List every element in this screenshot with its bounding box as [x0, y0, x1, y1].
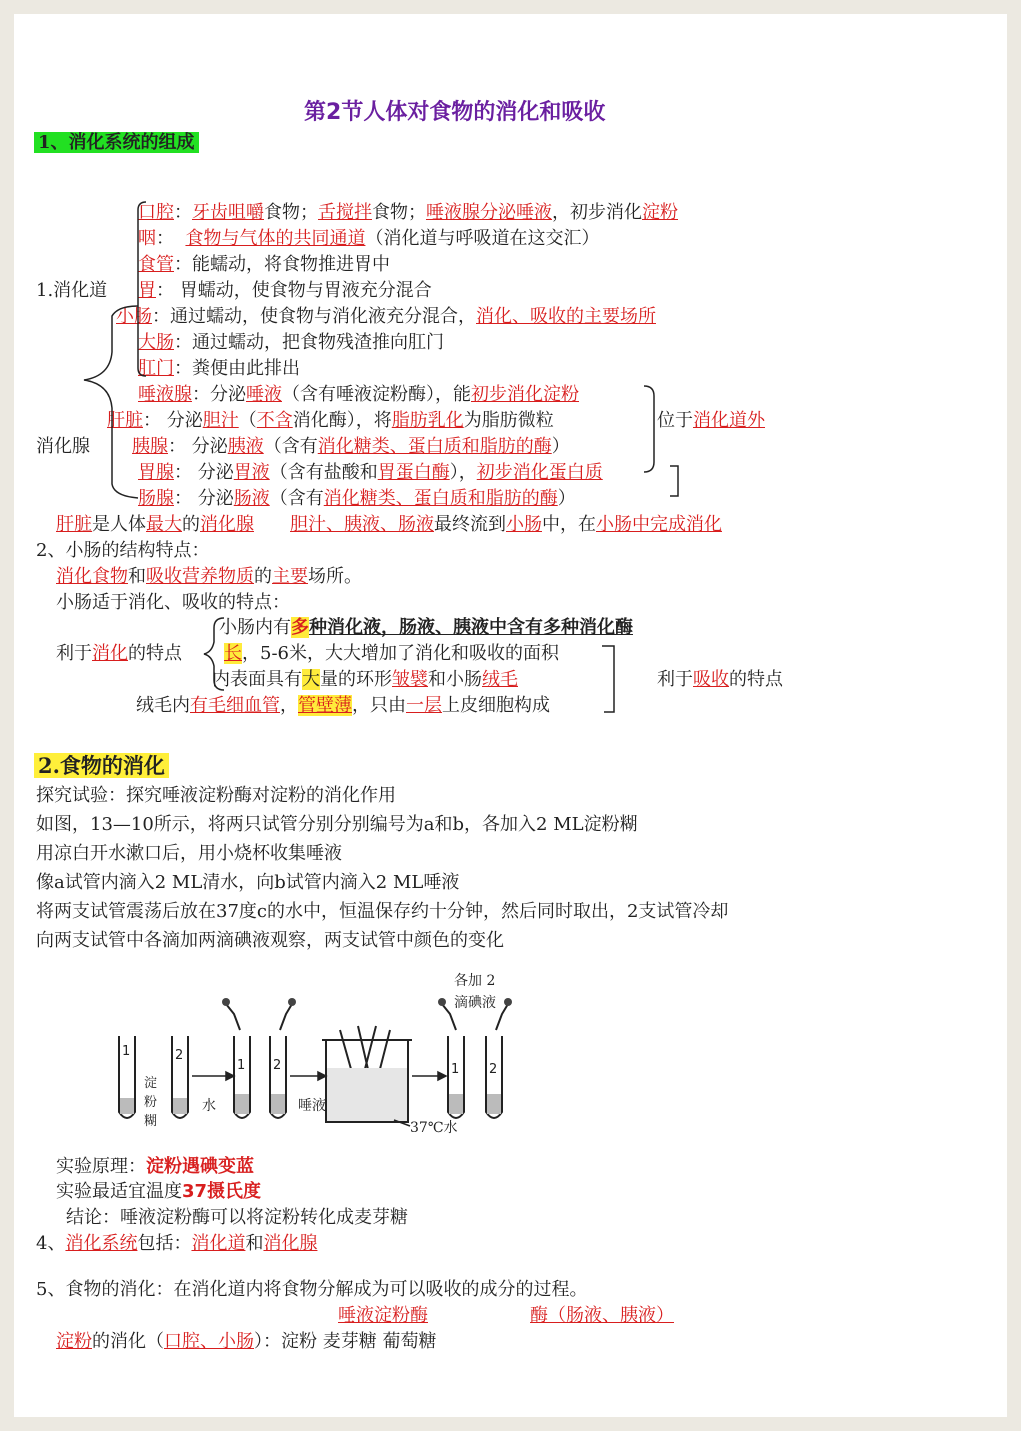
experiment-line-3: 用凉白开水漱口后，用小烧杯收集唾液 — [36, 843, 342, 864]
experiment-conclusion: 结论：唾液淀粉酶可以将淀粉转化成麦芽糖 — [66, 1207, 408, 1228]
digestion-feature-label: 利于消化的特点 — [56, 643, 182, 664]
feature-capillaries: 绒毛内有毛细血管，管壁薄，只由一层上皮细胞构成 — [136, 695, 550, 716]
figure-tube-label-5: 1 — [451, 1062, 460, 1077]
experiment-line-4: 像a试管内滴入2 ML清水，向b试管内滴入2 ML唾液 — [36, 872, 460, 893]
tract-row-pharynx: 咽： 食物与气体的共同通道（消化道与呼吸道在这交汇） — [138, 228, 600, 249]
glands-label: 消化腺 — [36, 436, 90, 457]
experiment-line-6: 向两支试管中各滴加两滴碘液观察，两支试管中颜色的变化 — [36, 930, 504, 951]
figure-tube-label-4: 2 — [273, 1058, 282, 1073]
starch-digestion-line: 淀粉的消化（口腔、小肠）：淀粉 麦芽糖 葡萄糖 — [56, 1331, 437, 1352]
optimal-temperature: 实验最适宜温度37摄氏度 — [56, 1181, 262, 1202]
section-3-heading: 2.食物的消化 — [34, 752, 169, 782]
figure-water-label: 水 — [202, 1098, 216, 1114]
enzyme-label-intestinal: 酶（肠液、胰液） — [530, 1305, 674, 1326]
experiment-principle: 实验原理：淀粉遇碘变蓝 — [56, 1156, 254, 1177]
gland-row-intestinal: 肠腺： 分泌肠液（含有消化糖类、蛋白质和脂肪的酶） — [138, 488, 576, 509]
figure-starch-label: 淀 粉 糊 — [144, 1076, 158, 1129]
tract-row-esophagus: 食管：能蠕动，将食物推进胃中 — [138, 254, 390, 275]
tract-row-mouth: 口腔：牙齿咀嚼食物；舌搅拌食物；唾液腺分泌唾液，初步消化淀粉 — [138, 202, 678, 223]
tract-label: 1.消化道 — [36, 280, 108, 301]
tract-row-small-intestine: 小肠：通过蠕动，使食物与消化液充分混合，消化、吸收的主要场所 — [116, 306, 656, 327]
figure-tube-label-3: 1 — [237, 1058, 246, 1073]
page-title: 第2节人体对食物的消化和吸收 — [304, 99, 606, 125]
feature-many-juices: 小肠内有多种消化液，肠液、胰液中含有多种消化酶 — [219, 617, 633, 638]
tract-row-large-intestine: 大肠：通过蠕动，把食物残渣推向肛门 — [138, 332, 444, 353]
small-intestine-features-intro: 小肠适于消化、吸收的特点： — [56, 592, 290, 613]
figure-iodine-label: 各加 2 滴碘液 — [454, 973, 496, 1011]
gland-row-gastric: 胃腺： 分泌胃液（含有盐酸和胃蛋白酶），初步消化蛋白质 — [138, 462, 603, 483]
section-2-heading: 2、小肠的结构特点： — [36, 540, 210, 561]
figure-tube-label-2: 2 — [175, 1048, 184, 1063]
figure-tube-label-1: 1 — [122, 1044, 131, 1059]
document-page — [14, 14, 1007, 1417]
dropper-2 — [280, 1004, 292, 1030]
enzyme-label-saliva: 唾液淀粉酶 — [338, 1305, 428, 1326]
liver-summary-line: 肝脏是人体最大的消化腺 胆汁、胰液、肠液最终流到小肠中，在小肠中完成消化 — [56, 514, 722, 535]
dropper-4 — [496, 1004, 508, 1030]
small-intestine-role: 消化食物和吸收营养物质的主要场所。 — [56, 566, 362, 587]
gland-row-salivary: 唾液腺：分泌唾液（含有唾液淀粉酶），能初步消化淀粉 — [138, 384, 579, 405]
experiment-line-5: 将两支试管震荡后放在37度c的水中，恒温保存约十分钟，然后同时取出，2支试管冷却 — [36, 901, 729, 922]
section-1-heading: 1、消化系统的组成 — [34, 131, 199, 155]
feature-folds-villi: 内表面具有大量的环形皱襞和小肠绒毛 — [212, 669, 518, 690]
tract-row-anus: 肛门：粪便由此排出 — [138, 358, 300, 379]
glands-outside-note: 位于消化道外 — [657, 410, 765, 431]
experiment-line-1: 探究试验：探究唾液淀粉酶对淀粉的消化作用 — [36, 785, 396, 806]
dropper-1 — [226, 1004, 240, 1030]
absorption-feature-label: 利于吸收的特点 — [657, 669, 783, 690]
section-4-line: 4、消化系统包括：消化道和消化腺 — [36, 1233, 318, 1254]
figure-tube-label-6: 2 — [489, 1062, 498, 1077]
feature-long: 长，5-6米，大大增加了消化和吸收的面积 — [224, 643, 559, 664]
figure-temp-label: 37℃水 — [410, 1120, 458, 1136]
gland-row-liver: 肝脏： 分泌胆汁（不含消化酶），将脂肪乳化为脂肪微粒 — [107, 410, 554, 431]
tract-row-stomach: 胃： 胃蠕动，使食物与胃液充分混合 — [138, 280, 432, 301]
gland-row-pancreas: 胰腺： 分泌胰液（含有消化糖类、蛋白质和脂肪的酶） — [132, 436, 570, 457]
figure-saliva-label: 唾液 — [298, 1098, 326, 1114]
experiment-line-2: 如图，13—10所示，将两只试管分别分别编号为a和b，各加入2 ML淀粉糊 — [36, 814, 638, 835]
section-5-line: 5、食物的消化：在消化道内将食物分解成为可以吸收的成分的过程。 — [36, 1279, 588, 1300]
